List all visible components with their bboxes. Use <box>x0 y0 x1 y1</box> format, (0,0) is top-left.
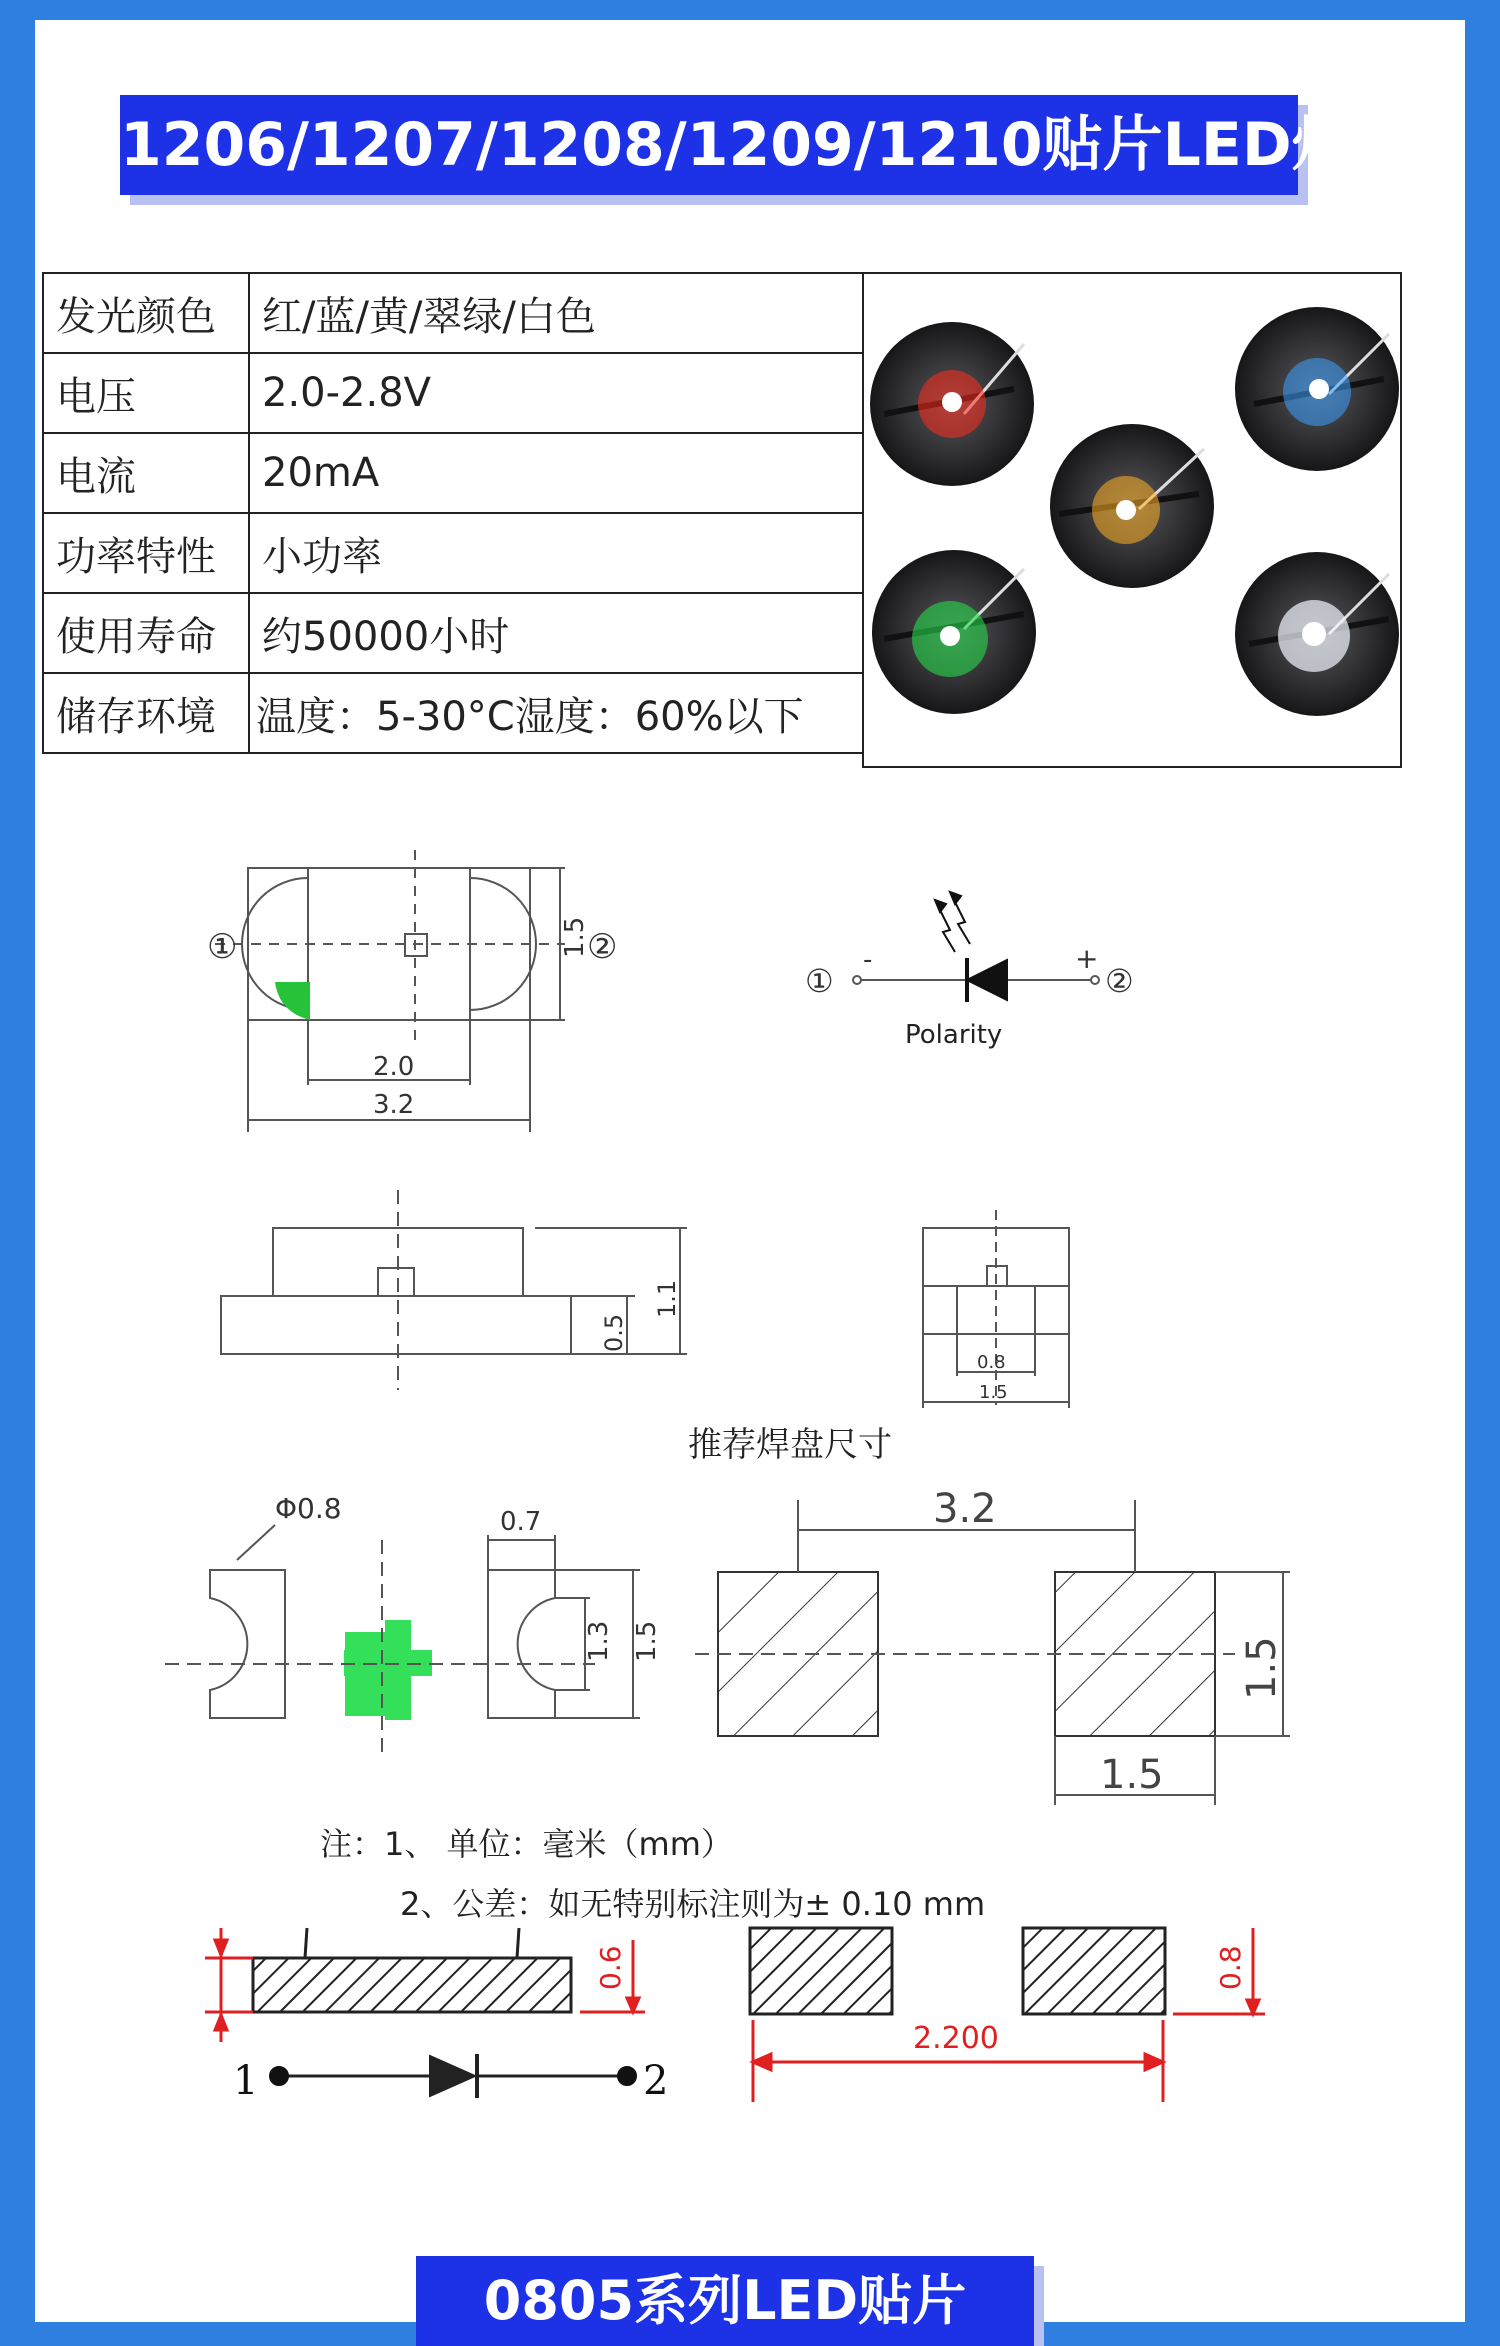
spec-row <box>43 593 869 673</box>
red-led-photo <box>870 322 1034 486</box>
spec-value: 红/蓝/黄/翠绿/白色 <box>249 273 869 353</box>
spec-row <box>43 353 869 433</box>
plus-sign: + <box>1075 942 1099 975</box>
polarity-label: Polarity <box>905 1020 1003 1050</box>
dimension-diagrams <box>35 830 1465 2240</box>
dim-2-200: 2.200 <box>913 2021 999 2056</box>
spec-value: 2.0-2.8V <box>249 353 869 433</box>
yellow-led-photo <box>1050 424 1214 588</box>
pin2-label: ② <box>587 927 618 967</box>
dim-0-8-red: 0.8 <box>1214 1945 1247 1990</box>
end-view-drawing <box>923 1210 1069 1408</box>
bottom-schematic <box>253 1928 1165 2098</box>
dim-0-7: 0.7 <box>500 1507 542 1537</box>
blue-led-photo <box>1235 307 1399 471</box>
terminal-2-label: 2 <box>643 2058 669 2104</box>
terminal-1-label: 1 <box>233 2058 259 2104</box>
dim-1-5-footprint: 1.5 <box>632 1620 662 1662</box>
spec-value: 温度：5-30°C湿度：60%以下 <box>249 673 869 753</box>
polarity-symbol <box>853 892 1099 1002</box>
spec-table <box>42 272 870 754</box>
title-banner <box>120 95 1352 195</box>
footprint-drawing <box>165 1525 640 1760</box>
dim-height-1-5: 1.5 <box>560 916 590 958</box>
led-photos <box>864 274 1400 766</box>
spec-row <box>43 673 869 753</box>
dim-0-5: 0.5 <box>600 1313 628 1352</box>
spec-label: 电流 <box>43 433 249 513</box>
spec-value: 约50000小时 <box>249 593 869 673</box>
minus-sign: - <box>863 945 873 975</box>
dim-1-5-small: 1.5 <box>979 1382 1008 1403</box>
pin1-label: ① <box>207 927 238 967</box>
page-title: 1206/1207/1208/1209/1210贴片LED灯 <box>120 110 1352 180</box>
spec-row <box>43 513 869 593</box>
pad-size-title: 推荐焊盘尺寸 <box>688 1425 892 1465</box>
spec-row <box>43 273 869 353</box>
spec-label: 功率特性 <box>43 513 249 593</box>
green-led-photo <box>872 550 1036 714</box>
dim-1-3: 1.3 <box>584 1620 614 1662</box>
white-led-photo <box>1235 552 1399 716</box>
polarity-pin1: ① <box>805 962 834 1000</box>
spec-label: 发光颜色 <box>43 273 249 353</box>
spec-value: 20mA <box>249 433 869 513</box>
spec-row <box>43 433 869 513</box>
spec-label: 电压 <box>43 353 249 433</box>
recommended-pads <box>695 1500 1290 1805</box>
led-photo-cell <box>862 272 1402 768</box>
dim-1-1: 1.1 <box>653 1279 681 1318</box>
spec-label: 储存环境 <box>43 673 249 753</box>
bottom-section-banner <box>416 2256 1034 2346</box>
dim-1-5-pad-width: 1.5 <box>1100 1752 1164 1798</box>
side-view-drawing <box>221 1190 687 1390</box>
spec-label: 使用寿命 <box>43 593 249 673</box>
spec-value: 小功率 <box>249 513 869 593</box>
dim-width-2-0: 2.0 <box>373 1052 415 1082</box>
dim-1-5-pad-height: 1.5 <box>1239 1636 1285 1700</box>
dim-0-8-small: 0.8 <box>977 1352 1006 1373</box>
note-units: 注：1、 单位：毫米（mm） <box>320 1825 733 1863</box>
bottom-section-title: 0805系列LED贴片 <box>483 2269 967 2332</box>
dim-0-6: 0.6 <box>594 1945 627 1990</box>
note-tolerance: 2、公差：如无特别标注则为± 0.10 mm <box>400 1885 986 1923</box>
dim-phi-0-8: Φ0.8 <box>275 1492 342 1525</box>
polarity-pin2: ② <box>1105 962 1134 1000</box>
cathode-mark <box>275 982 310 1020</box>
dim-length-3-2: 3.2 <box>373 1090 415 1120</box>
dim-3-2-pads: 3.2 <box>933 1486 997 1532</box>
